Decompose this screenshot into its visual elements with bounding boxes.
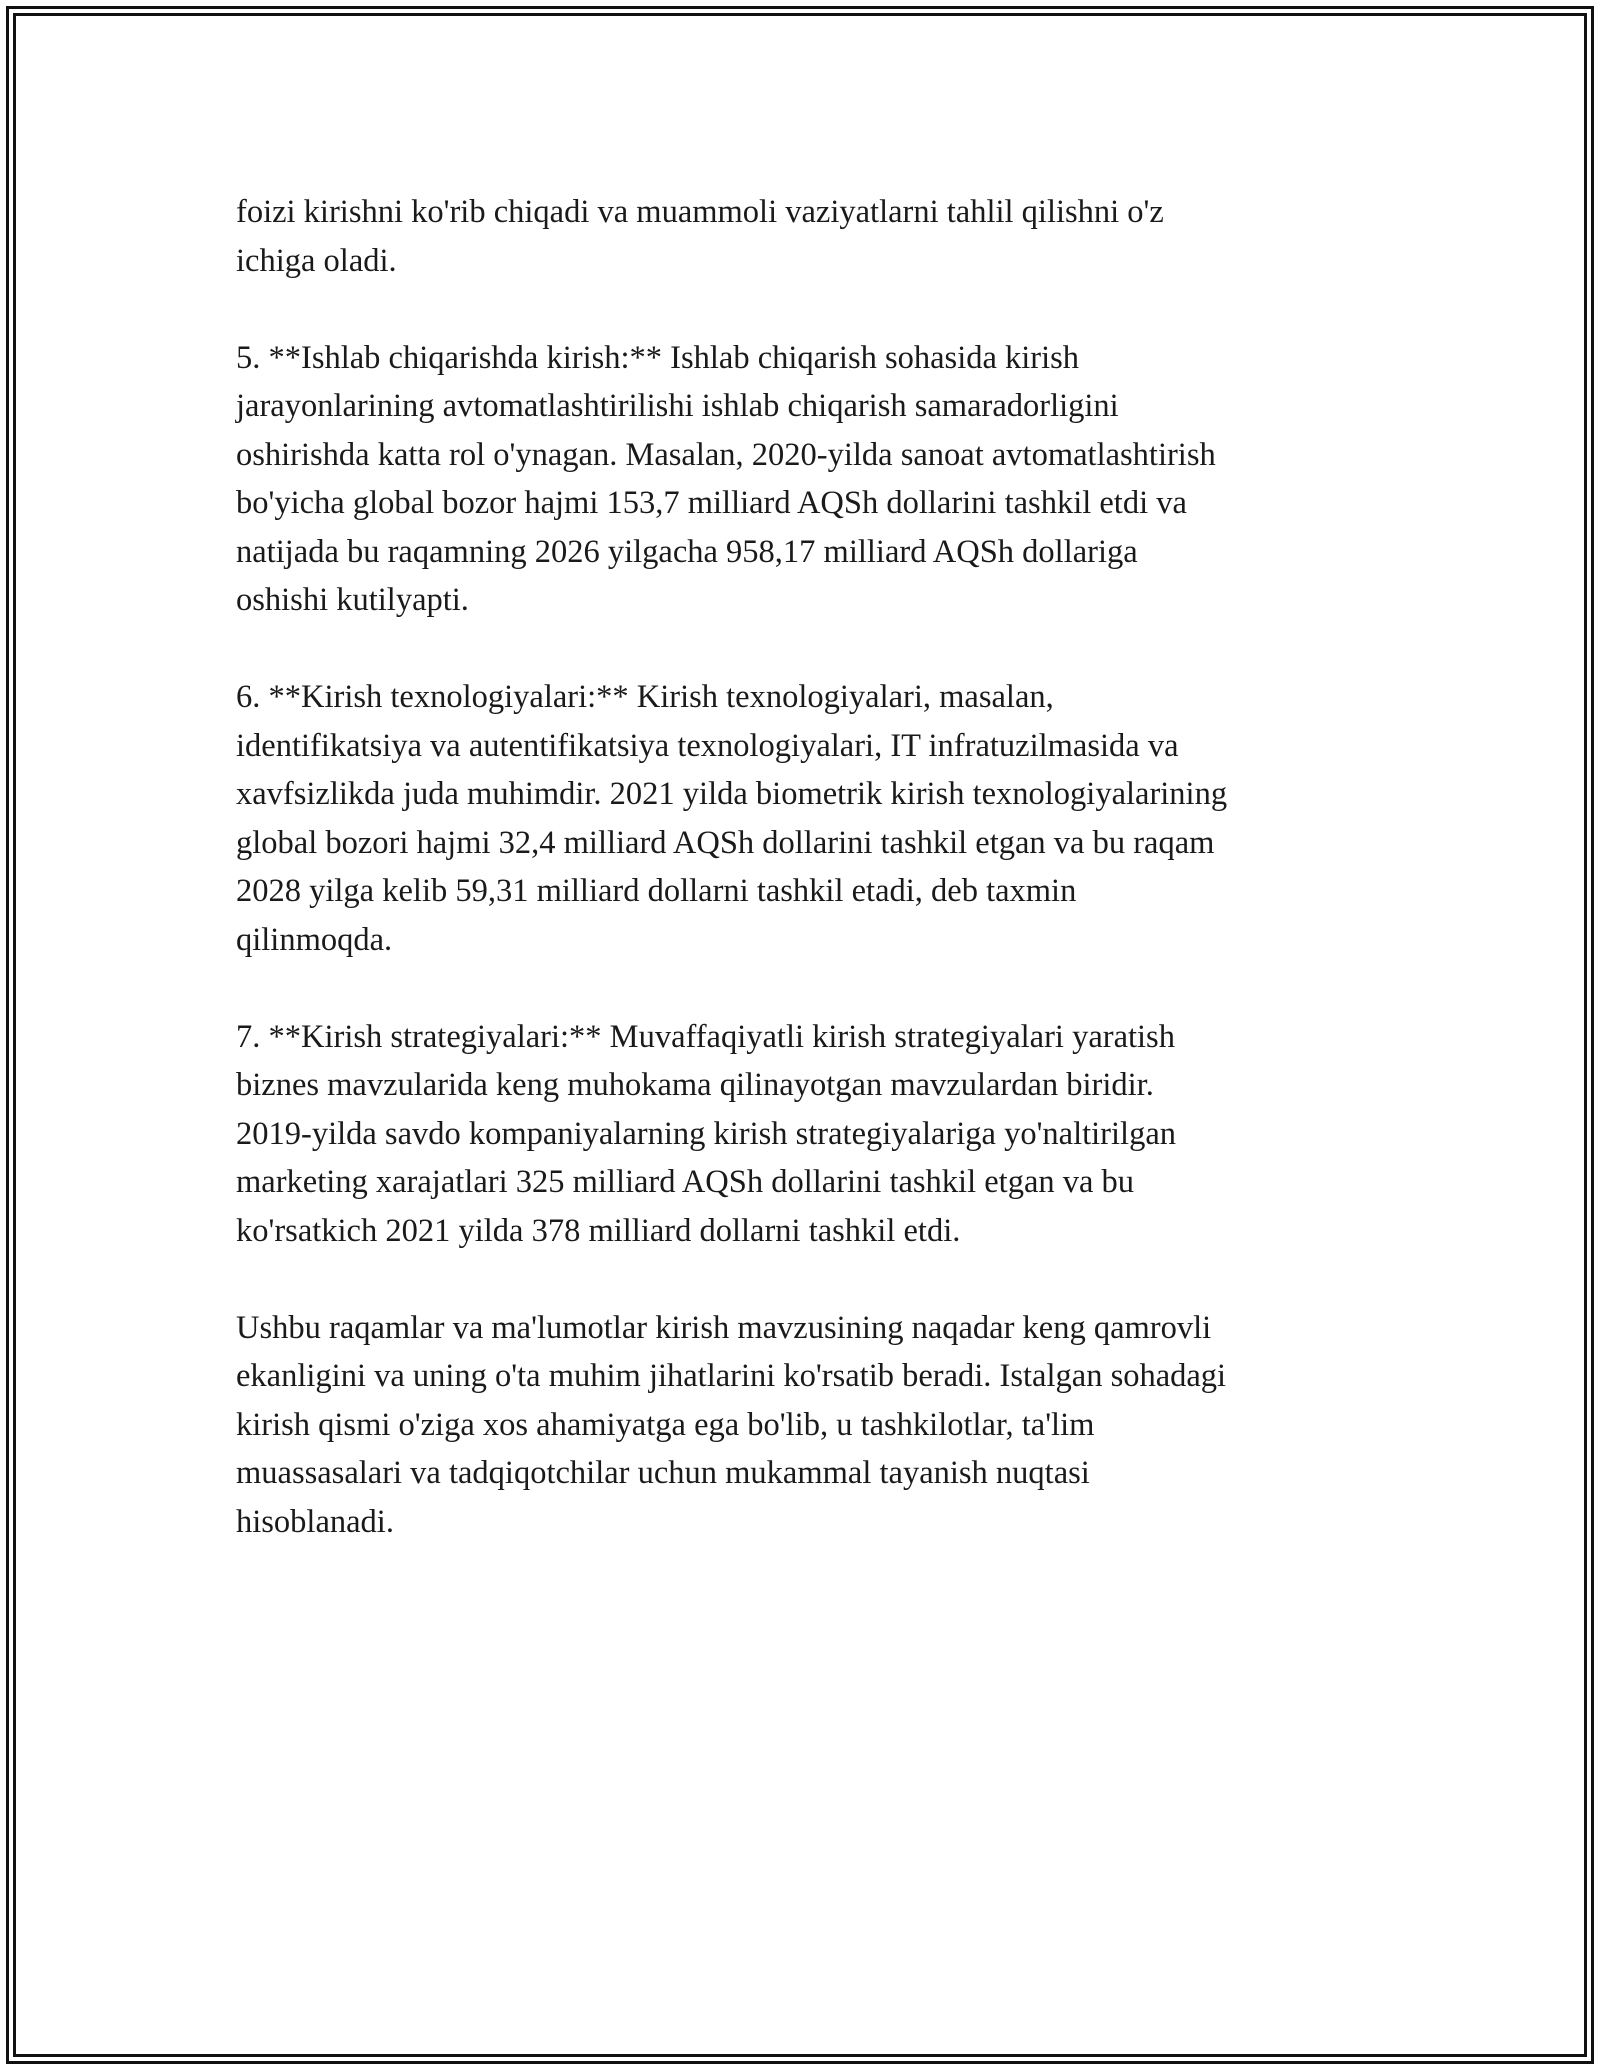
paragraph-item-7: 7. **Kirish strategiyalari:** Muvaffaqiyatli kirish strategiyalari yaratish biznes mavzularida keng muhokama qilinayotgan mavzulardan biridir. 2019-yilda savdo kompaniyalarning kirish strategiyalariga yo'naltirilgan marketing xarajatlari 325 milliard AQSh dollarini tashkil etgan va bu ko'rsatkich 2021 yilda 378 milliard dollarni tashkil etdi.	[236, 1018, 1176, 1249]
paragraph-intro-continuation: foizi kirishni ko'rib chiqadi va muammoli vaziyatlarni tahlil qilishni o'z ichiga oladi.	[236, 194, 1164, 279]
document-body	[236, 188, 1366, 1595]
paragraph-item-5: 5. **Ishlab chiqarishda kirish:** Ishlab chiqarish sohasida kirish jarayonlarining avtomatlashtirilishi ishlab chiqarish samaradorligini oshirishda katta rol o'ynagan. Masalan, 2020-yilda sanoat avtomatlashtirish bo'yicha global bozor hajmi 153,7 milliard AQSh dollarini tashkil etdi va natijada bu raqamning 2026 yilgacha 958,17 milliard AQSh dollariga oshishi kutilyapti.	[236, 339, 1216, 618]
paragraph-item-6: 6. **Kirish texnologiyalari:** Kirish texnologiyalari, masalan, identifikatsiya va autentifikatsiya texnologiyalari, IT infratuzilmasida va xavfsizlikda juda muhimdir. 2021 yilda biometrik kirish texnologiyalarining global bozori hajmi 32,4 milliard AQSh dollarini tashkil etgan va bu raqam 2028 yilga kelib 59,31 milliard dollarni tashkil etadi, deb taxmin qilinmoqda.	[236, 679, 1228, 958]
paragraph-conclusion: Ushbu raqamlar va ma'lumotlar kirish mavzusining naqadar keng qamrovli ekanligini va uning o'ta muhim jihatlarini ko'rsatib beradi. Istalgan sohadagi kirish qismi o'ziga xos ahamiyatga ega bo'lib, u tashkilotlar, ta'lim muassasalari va tadqiqotchilar uchun mukammal tayanish nuqtasi hisoblanadi.	[236, 1309, 1227, 1540]
